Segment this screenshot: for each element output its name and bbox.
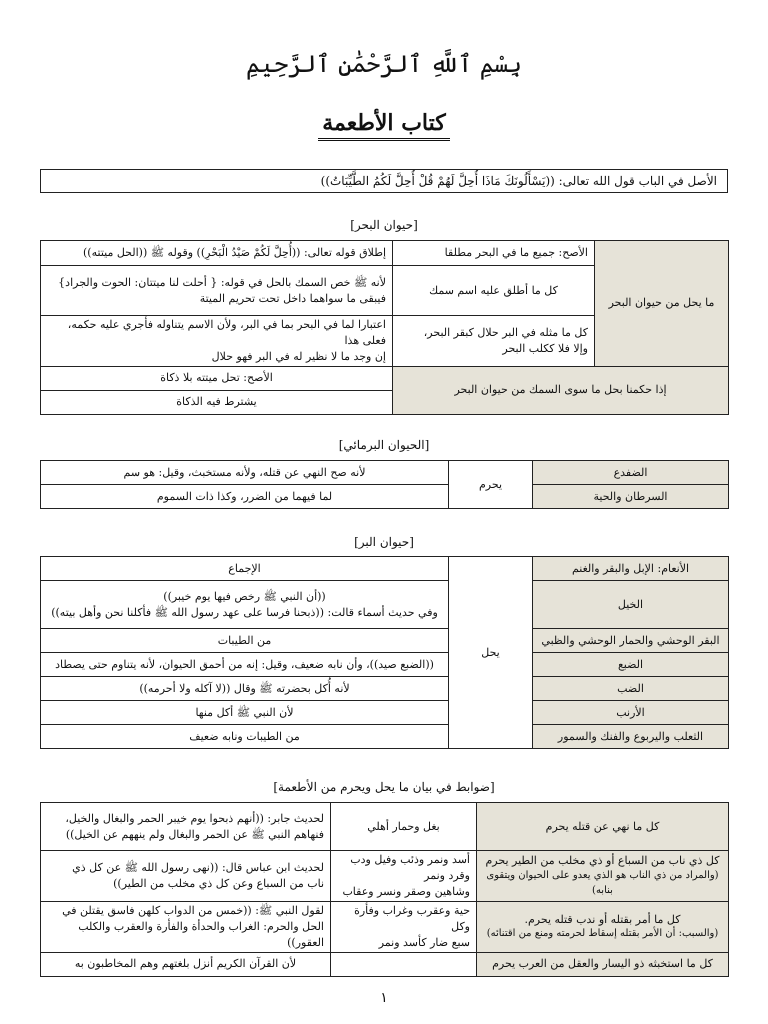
land-row-reason: من الطيبات bbox=[41, 629, 449, 653]
rules-r2-note: (والمراد من ذي الناب هو الذي يعدو على الحيوان ويتقوى بنابه) bbox=[486, 870, 719, 896]
rules-r2-example-line2: وشاهين وصقر ونسر وعقاب bbox=[342, 884, 470, 898]
rules-r2-example-line1: أسد ونمر وذئب وفيل ودب وقرد ونمر bbox=[350, 853, 470, 882]
title-text: كتاب الأطعمة bbox=[318, 110, 449, 141]
land-row-name: الخيل bbox=[533, 581, 729, 629]
land-row-reason: الإجماع bbox=[41, 557, 449, 581]
rules-table bbox=[40, 802, 729, 977]
basmala: بِسْمِ ٱللَّهِ ٱلرَّحْمَٰنِ ٱلرَّحِيمِ bbox=[245, 50, 522, 78]
rules-r2-proof bbox=[41, 851, 331, 902]
land-row-name: الثعلب واليربوع والفنك والسمور bbox=[533, 725, 729, 749]
land-row-reason bbox=[41, 581, 449, 629]
intro-box: الأصل في الباب قول الله تعالى: ((يَسْأَلُونَكَ مَاذَا أُحِلَّ لَهُمْ قُلْ أُحِلَّ لَكُمُ الطَّيِّبَاتُ)) bbox=[40, 169, 728, 193]
rules-r1-example: بغل وحمار أهلي bbox=[331, 803, 477, 851]
section-amphibian-heading: [الحيوان البرمائي] bbox=[338, 438, 430, 452]
sea-r3-proof bbox=[41, 316, 393, 367]
page-title bbox=[0, 110, 768, 136]
sea-main-cell: ما يحل من حيوان البحر bbox=[595, 241, 729, 367]
sea-r3-cond-line2: وإلا فلا ككلب البحر bbox=[502, 341, 588, 355]
land-row-name: الأرنب bbox=[533, 701, 729, 725]
sea-r1-cond: الأصح: جميع ما في البحر مطلقا bbox=[393, 241, 595, 266]
rules-r2-proof-line2: ناب من السباع وعن كل ذي مخلب من الطير)) bbox=[113, 876, 324, 890]
rules-r2-proof-line1: لحديث ابن عباس قال: ((نهى رسول الله ﷺ عن كل ذي bbox=[72, 860, 324, 874]
amphibian-r1-reason: لأنه صح النهي عن قتله، ولأنه مستخبث، وقيل: هو سم bbox=[41, 461, 449, 485]
land-row-name: الضب bbox=[533, 677, 729, 701]
rules-r2-example bbox=[331, 851, 477, 902]
rules-r1-proof-line2: فنهاهم النبي ﷺ عن الحمر والبغال ولم ينههم عن الخيل)) bbox=[65, 827, 324, 841]
sea-r4-cond: إذا حكمنا بحل ما سوى السمك من حيوان البحر bbox=[393, 366, 729, 414]
rules-r1-proof bbox=[41, 803, 331, 851]
rules-r3-example-line2: سبع ضار كأسد ونمر bbox=[378, 935, 470, 949]
sea-r3-proof-line2: إن وجد ما لا نظير له في البر فهو حلال bbox=[211, 349, 386, 363]
sea-r3-proof-line1: اعتبارا لما في البحر بما في البر، ولأن الاسم يتناوله فأجري عليه حكمه، فعلى هذا bbox=[67, 318, 386, 347]
page-number: ١ bbox=[380, 990, 388, 1006]
rules-r2-rule-text: كل ذي ناب من السباع أو ذي مخلب من الطير يحرم bbox=[485, 854, 720, 868]
rules-r2-rule bbox=[477, 851, 729, 902]
sea-r1-proof: إطلاق قوله تعالى: ((أُحِلَّ لَكُمْ صَيْدُ الْبَحْرِ)) وقوله ﷺ ((الحل ميتته)) bbox=[41, 241, 393, 266]
rules-r3-rule bbox=[477, 901, 729, 952]
rules-r4-proof: لأن القرآن الكريم أنزل بلغتهم وهم المخاطبون به bbox=[41, 952, 331, 976]
amphibian-r1-name: الضفدع bbox=[533, 461, 729, 485]
sea-r4-b: يشترط فيه الذكاة bbox=[41, 390, 393, 414]
rules-r3-proof-line2: الحل والحرم: الغراب والحدأة والفأرة والعقرب والكلب العقور)) bbox=[78, 919, 324, 949]
amphibian-verdict: يحرم bbox=[449, 461, 533, 509]
sea-r2-cond: كل ما أطلق عليه اسم سمك bbox=[393, 266, 595, 316]
land-verdict: يحل bbox=[449, 557, 533, 749]
amphibian-r2-name: السرطان والحية bbox=[533, 485, 729, 509]
amphibian-table bbox=[40, 460, 729, 509]
rules-r4-example bbox=[331, 952, 477, 976]
rules-r3-rule-text: كل ما أمر بقتله أو ندب قتله يحرم. bbox=[524, 912, 681, 926]
land-row-reason: لأنه أُكل بحضرته ﷺ وقال ((لا آكله ولا أحرمه)) bbox=[41, 677, 449, 701]
sea-r2-proof-line1: لأنه ﷺ خص السمك بالحل في قوله: { أحلت لنا ميتتان: الحوت والجراد} bbox=[58, 275, 386, 289]
sea-table bbox=[40, 240, 729, 415]
sea-r3-cond-line1: كل ما مثله في البر حلال كبقر البحر، bbox=[423, 325, 588, 339]
rules-r3-note: (والسبب: أن الأمر بقتله إسقاط لحرمته ومنع من اقتنائه) bbox=[486, 928, 719, 940]
land-row-reason: من الطيبات ونابه ضعيف bbox=[41, 725, 449, 749]
rules-r1-rule: كل ما نهي عن قتله يحرم bbox=[477, 803, 729, 851]
rules-r3-proof-line1: لقول النبي ﷺ: ((خمس من الدواب كلهن فاسق يقتلن في bbox=[62, 903, 324, 917]
section-rules-heading: [ضوابط في بيان ما يحل ويحرم من الأطعمة] bbox=[273, 780, 495, 794]
land-row-name: الأنعام: الإبل والبقر والغنم bbox=[533, 557, 729, 581]
land-row-reason: ((الضبع صيد))، وأن نابه ضعيف، وقيل: إنه من أحمق الحيوان، لأنه يتناوم حتى يصطاد bbox=[41, 653, 449, 677]
section-land-heading: [حيوان البر] bbox=[354, 535, 414, 549]
land-horse-proof-line2: وفي حديث أسماء قالت: ((ذبحنا فرسا على عهد رسول الله ﷺ فأكلنا نحن وأهل بيته)) bbox=[51, 605, 438, 619]
rules-r3-proof bbox=[41, 901, 331, 952]
land-row-name: البقر الوحشي والحمار الوحشي والظبي bbox=[533, 629, 729, 653]
land-horse-proof-line1: ((أن النبي ﷺ رخص فيها يوم خيبر)) bbox=[163, 589, 326, 603]
rules-r3-example-line1: حية وعقرب وغراب وفأرة وكل bbox=[354, 903, 470, 933]
land-row-reason: لأن النبي ﷺ أكل منها bbox=[41, 701, 449, 725]
sea-r4-a: الأصح: تحل ميتته بلا ذكاة bbox=[41, 366, 393, 390]
amphibian-r2-reason: لما فيهما من الضرر، وكذا ذات السموم bbox=[41, 485, 449, 509]
land-table bbox=[40, 556, 729, 749]
rules-r1-proof-line1: لحديث جابر: ((أنهم ذبحوا يوم خيبر الحمر والبغال والخيل، bbox=[65, 811, 324, 825]
section-sea-heading: [حيوان البحر] bbox=[350, 218, 418, 232]
sea-r3-cond bbox=[393, 316, 595, 367]
rules-r3-example bbox=[331, 901, 477, 952]
land-row-name: الضبع bbox=[533, 653, 729, 677]
sea-r2-proof bbox=[41, 266, 393, 316]
rules-r4-rule: كل ما استخبثه ذو اليسار والعقل من العرب يحرم bbox=[477, 952, 729, 976]
sea-r2-proof-line2: فيبقى ما سواهما داخل تحت تحريم الميتة bbox=[199, 291, 386, 305]
